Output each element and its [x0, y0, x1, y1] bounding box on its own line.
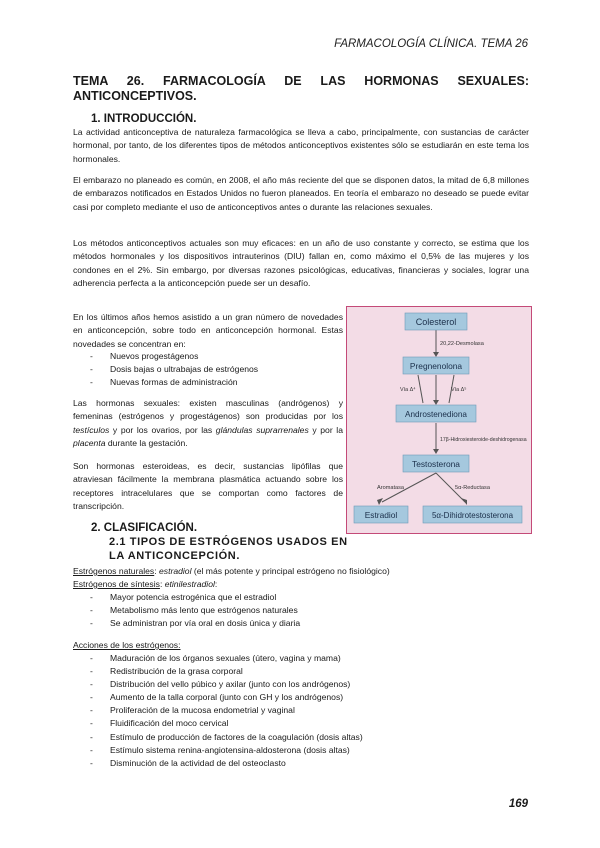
section-1-heading: 1. INTRODUCCIÓN.: [91, 113, 197, 125]
esteroideas-paragraph: Son hormonas esteroideas, es decir, sustancias lipófilas que atraviesan fácilmente la membrana plasmática actuando sobre los receptores intracelulares que se comportan como factores de transcripción.: [73, 461, 343, 511]
testosterona-label: Testosterona: [412, 459, 460, 469]
estrogenos-naturales-line: Estrógenos naturales: estradiol (el más potente y principal estrógeno no fisiológico): [73, 566, 390, 576]
list-item: - Estímulo sistema renina-angiotensina-aldosterona (dosis altas): [73, 744, 513, 757]
hormonas-paragraph: Las hormonas sexuales: existen masculinas (andrógenos) y femeninas (estrógenos y progestágenos) son producidas por los testículos y por los ovarios, por las glándulas suprarrenales y por la placenta durante la gestación.: [73, 398, 343, 448]
list-item: - Estímulo de producción de factores de la coagulación (dosis altas): [73, 731, 513, 744]
acciones-title: Acciones de los estrógenos:: [73, 640, 181, 650]
section-2-heading: 2. CLASIFICACIÓN.: [91, 522, 198, 534]
list-item: - Nuevas formas de administración: [73, 376, 513, 389]
list-item: - Fluidificación del moco cervical: [73, 717, 513, 730]
subsection-2-1-heading: 2.1 TIPOS DE ESTRÓGENOS USADOS EN LA ANTICONCEPCIÓN.: [109, 536, 348, 562]
page-title: TEMA 26. FARMACOLOGÍA DE LAS HORMONAS SEXUALES: ANTICONCEPTIVOS.: [73, 74, 529, 103]
intro-paragraph-1: La actividad anticonceptiva de naturaleza farmacológica se lleva a cabo, principalmente, con sustancias de carácter hormonal, por tanto, de los diferentes tipos de métodos anticonceptivos existentes sólo se estudiarán en este tema los hormonales.: [73, 127, 529, 164]
intro-paragraph-2: El embarazo no planeado es común, en 2008, el año más reciente del que se disponen datos, la mitad de 6,8 millones de embarazos notificados en Estados Unidos no fueron planeados. En teoría el embarazo no deseado se puede evitar casi por completo mediante el uso de anticonceptivos antes o durante las relaciones sexuales.: [73, 175, 529, 212]
list-item: - Aumento de la talla corporal (junto con GH y los andrógenos): [73, 691, 513, 704]
page-header: FARMACOLOGÍA CLÍNICA. TEMA 26: [334, 38, 528, 50]
sintesis-list: [73, 591, 513, 630]
colesterol-label: Colesterol: [415, 317, 457, 327]
pregnenolona-label: Pregnenolona: [409, 361, 463, 371]
list-item: - Mayor potencia estrogénica que el estradiol: [73, 591, 513, 604]
list-item: - Distribución del vello púbico y axilar (junto con los andrógenos): [73, 678, 513, 691]
steroid-synthesis-figure: [346, 306, 532, 534]
intro-paragraph-4: En los últimos años hemos asistido a un gran número de novedades en anticoncepción, sobre todo en anticoncepción hormonal. Estas novedades se concentran en:: [73, 312, 343, 349]
desmolasa-label: 20,22-Desmolasa: [440, 341, 484, 347]
hsd-label: 17β-Hidroxiesteroide-deshidrogenasa: [440, 437, 527, 443]
reductasa-label: 5α-Reductasa: [455, 485, 490, 491]
dht-label: 5α-Dihidrotestosterona: [431, 511, 514, 520]
estrogenos-sintesis-line: Estrógenos de síntesis: etinilestradiol:: [73, 579, 218, 589]
list-item: - Metabolismo más lento que estrógenos naturales: [73, 604, 513, 617]
estradiol-label: Estradiol: [364, 510, 398, 520]
list-item: - Redistribución de la grasa corporal: [73, 665, 513, 678]
intro-paragraph-3: Los métodos anticonceptivos actuales son muy eficaces: en un año de uso constante y correcto, se estima que los métodos hormonales y los dispositivos intrauterinos (DIU) fallan en, como máximo el 0,5% de las mujeres y los condones en el 2%. Sin embargo, por diversas razones psicológicas, educativas, financieras y sociales, lograr una adherencia perfecta a la anticoncepción puede ser un desafío.: [73, 238, 529, 288]
androstenediona-label: Androstenediona: [405, 410, 467, 419]
acciones-list: [73, 652, 513, 770]
list-item: - Maduración de los órganos sexuales (útero, vagina y mama): [73, 652, 513, 665]
via-d5-label: Vía Δ⁵: [451, 387, 467, 393]
list-item: - Proliferación de la mucosa endometrial y vaginal: [73, 704, 513, 717]
aromatasa-label: Aromatasa: [377, 485, 405, 491]
list-item: - Se administran por vía oral en dosis única y diaria: [73, 617, 513, 630]
page-number: 169: [508, 798, 528, 810]
list-item: - Dosis bajas o ultrabajas de estrógenos: [73, 363, 513, 376]
list-item: - Disminución de la actividad de del osteoclasto: [73, 757, 513, 770]
list-item: - Nuevos progestágenos: [73, 350, 513, 363]
via-d4-label: Vía Δ⁴: [400, 387, 416, 393]
